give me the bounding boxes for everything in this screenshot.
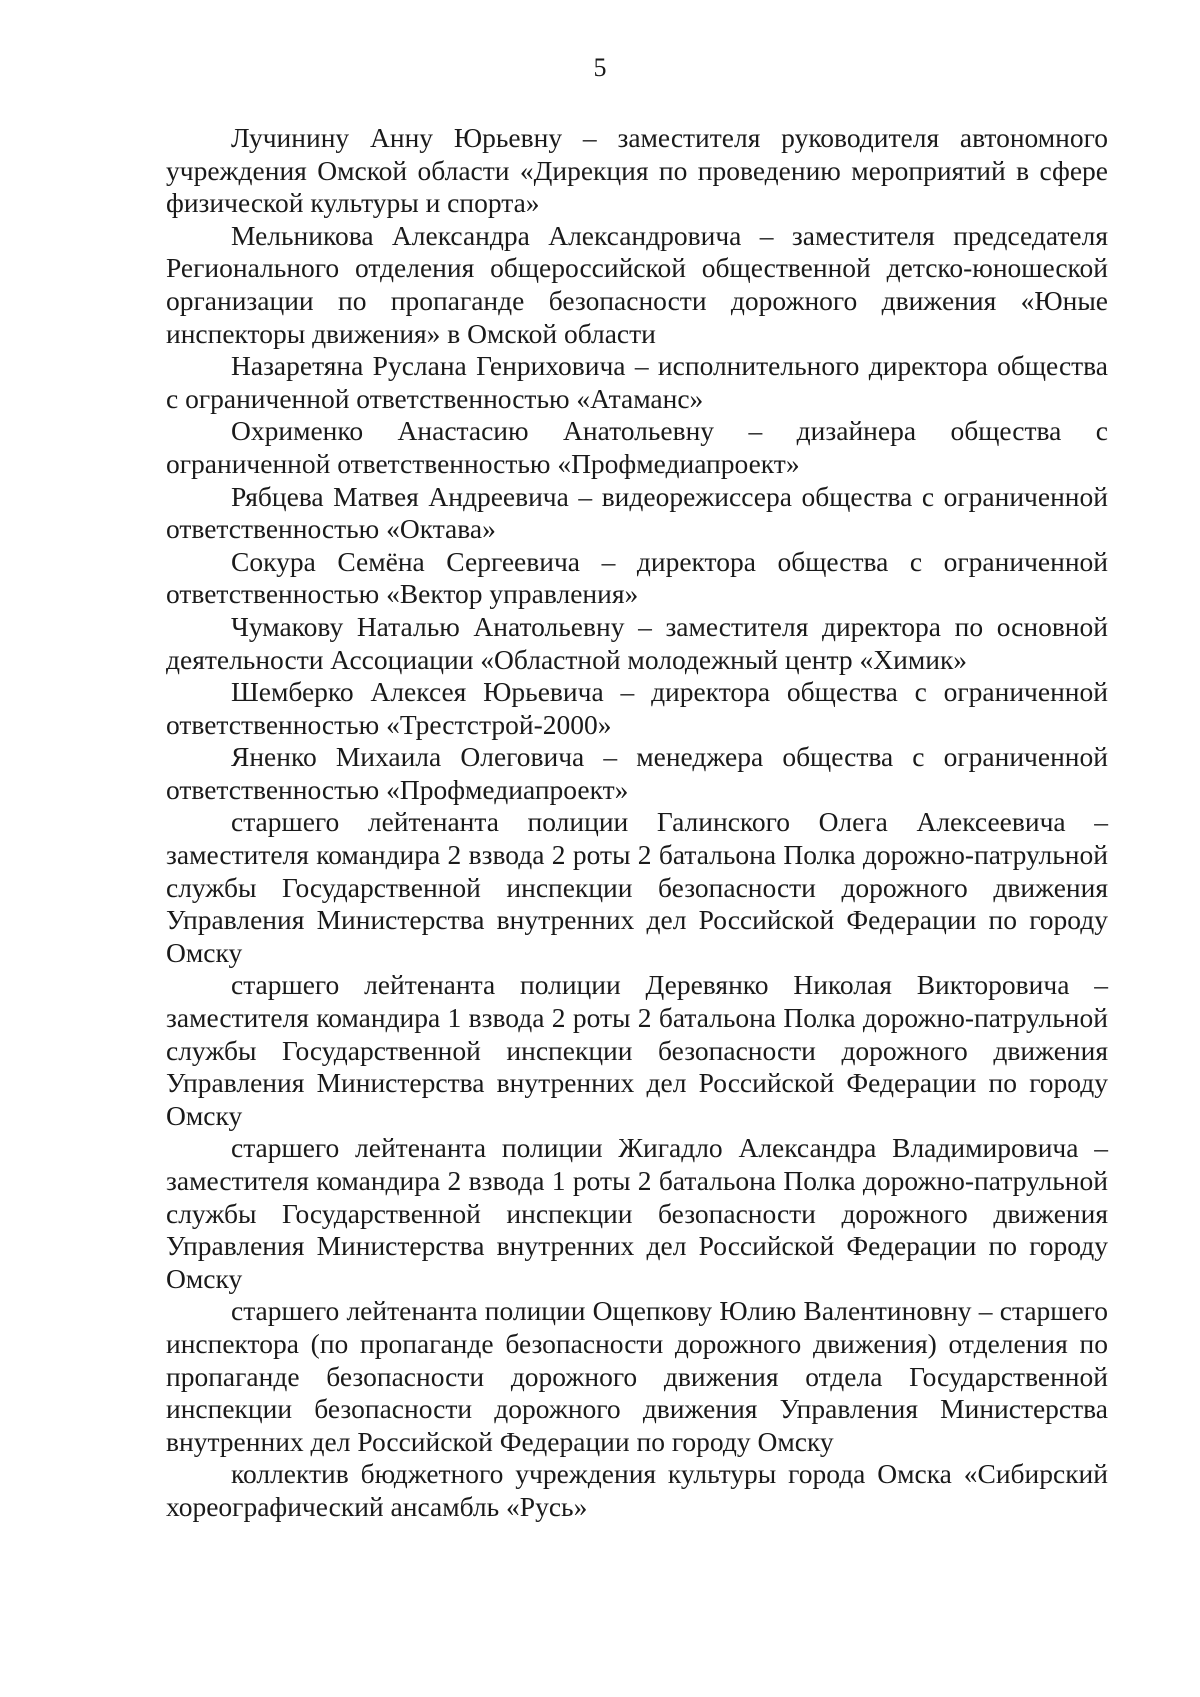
award-entry-derevyanko: старшего лейтенанта полиции Деревянко Николая Викторовича – заместителя командира 1 взвода 2 роты 2 батальона Полка дорожно-патрульной службы Государственной инспекции безопасности дорожного движения Управления Министерства внутренних дел Российской Федерации по городу Омску [166, 969, 1108, 1131]
award-entry-chumakova: Чумакову Наталью Анатольевну – заместителя директора по основной деятельности Ассоциации «Областной молодежный центр «Химик» [166, 610, 1108, 675]
award-entry-ryabtsev: Рябцева Матвея Андреевича – видеорежиссера общества с ограниченной ответственностью «Октава» [166, 480, 1108, 545]
award-entry-okhrimenko: Охрименко Анастасию Анатольевну – дизайнера общества с ограниченной ответственностью «Профмедиапроект» [166, 415, 1108, 479]
award-entry-yanenko: Яненко Михаила Олеговича – менеджера общества с ограниченной ответственностью «Профмедиапроект» [166, 741, 1108, 805]
award-entry-rus-ensemble: коллектив бюджетного учреждения культуры города Омска «Сибирский хореографический ансамбль «Русь» [166, 1458, 1108, 1522]
page-number: 5 [593, 53, 607, 82]
document-body [166, 122, 1108, 1524]
award-entry-sokur: Сокура Семёна Сергеевича – директора общества с ограниченной ответственностью «Вектор управления» [166, 545, 1108, 610]
award-entry-shemberko: Шемберко Алексея Юрьевича – директора общества с ограниченной ответственностью «Трестстрой-2000» [166, 676, 1108, 740]
award-entry-galinsky: старшего лейтенанта полиции Галинского Олега Алексеевича – заместителя командира 2 взвода 2 роты 2 батальона Полка дорожно-патрульной службы Государственной инспекции безопасности дорожного движения Управления Министерства внутренних дел Российской Федерации по городу Омску [166, 806, 1108, 968]
award-entry-melnikov: Мельникова Александра Александровича – заместителя председателя Регионального отделения общероссийской общественной детско-юношеской организации по пропаганде безопасности дорожного движения «Юные инспекторы движения» в Омской области [166, 219, 1108, 349]
award-entry-oshchepkova: старшего лейтенанта полиции Ощепкову Юлию Валентиновну – старшего инспектора (по пропаганде безопасности дорожного движения) отделения по пропаганде безопасности дорожного движения отдела Государственной инспекции безопасности дорожного движения Управления Министерства внутренних дел Российской Федерации по городу Омску [166, 1295, 1108, 1457]
award-entry-luchinina: Лучинину Анну Юрьевну – заместителя руководителя автономного учреждения Омской области «Дирекция по проведению мероприятий в сфере физической культуры и спорта» [166, 122, 1108, 219]
award-entry-nazaretyan: Назаретяна Руслана Генриховича – исполнительного директора общества с ограниченной ответственностью «Атаманс» [166, 350, 1108, 414]
award-entry-zhigadlo: старшего лейтенанта полиции Жигадло Александра Владимировича – заместителя командира 2 взвода 1 роты 2 батальона Полка дорожно-патрульной службы Государственной инспекции безопасности дорожного движения Управления Министерства внутренних дел Российской Федерации по городу Омску [166, 1132, 1108, 1294]
